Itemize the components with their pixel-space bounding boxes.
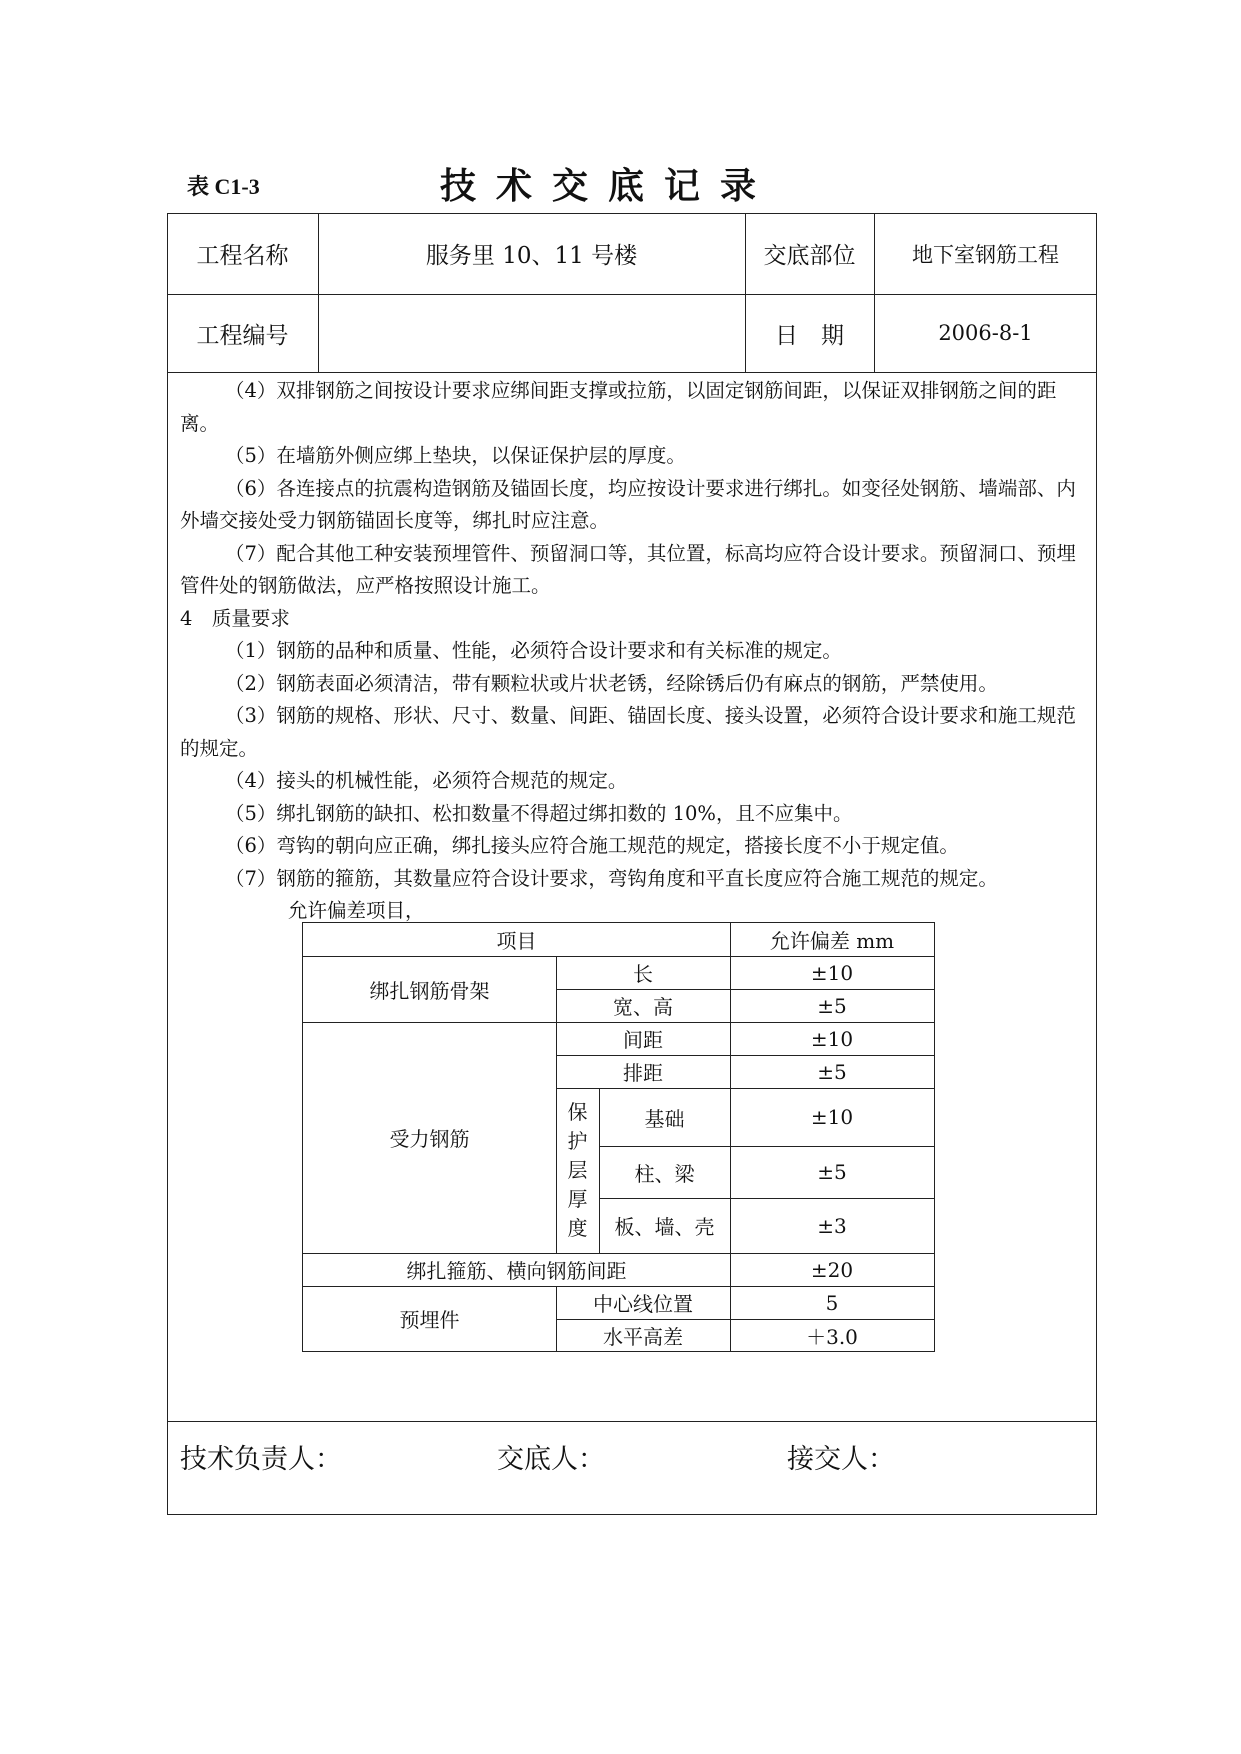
quality-item-2: （2）钢筋表面必须清洁，带有颗粒状或片状老锈，经除锈后仍有麻点的钢筋，严禁使用。 bbox=[225, 671, 998, 695]
binding-item-7: （7）配合其他工种安装预埋管件、预留洞口等，其位置，标高均应符合设计要求。预留洞口、预埋管件处的钢筋做法，应严格按照设计施工。 bbox=[180, 541, 1076, 597]
cover-char: 度 bbox=[567, 1216, 588, 1240]
tolerance-cover-column-beam: ±5 bbox=[817, 1160, 847, 1184]
deviation-table-intro: 允许偏差项目， bbox=[288, 899, 425, 922]
tolerance-width-height: ±5 bbox=[817, 993, 847, 1018]
disclosure-part-label: 交底部位 bbox=[763, 243, 856, 269]
quality-item-6: （6）弯钩的朝向应正确，绑扎接头应符合施工规范的规定，搭接长度不小于规定值。 bbox=[225, 834, 959, 857]
project-number-value bbox=[318, 294, 745, 372]
form-number: 表 C1-3 bbox=[187, 174, 260, 199]
quality-item-4: （4）接头的机械性能，必须符合规范的规定。 bbox=[225, 769, 628, 792]
tolerance-cover-slab-wall-shell: ±3 bbox=[817, 1213, 847, 1238]
project-name-label: 工程名称 bbox=[196, 243, 289, 269]
section-heading: 4 质量要求 bbox=[180, 606, 290, 630]
tolerance-spacing: ±10 bbox=[810, 1026, 854, 1051]
project-name-value: 服务里 10、11 号楼 bbox=[425, 243, 638, 269]
item-level-difference: 水平高差 bbox=[603, 1324, 683, 1349]
tolerance-level-difference: ＋3.0 bbox=[806, 1324, 858, 1349]
item-stirrup-spacing: 绑扎箍筋、横向钢筋间距 bbox=[406, 1259, 627, 1283]
disclosure-content bbox=[180, 375, 1085, 928]
header-item: 项目 bbox=[496, 929, 537, 953]
item-width-height: 宽、高 bbox=[613, 995, 673, 1019]
tolerance-length: ±10 bbox=[810, 960, 854, 985]
signature-receiver: 接交人： bbox=[787, 1444, 895, 1475]
quality-item-3: （3）钢筋的规格、形状、尺寸、数量、间距、锚固长度、接头设置，必须符合设计要求和施工规范的规定。 bbox=[180, 704, 1076, 760]
cover-char: 护 bbox=[567, 1129, 588, 1153]
tolerance-cover-foundation: ±10 bbox=[810, 1105, 854, 1129]
item-row-spacing: 排距 bbox=[623, 1061, 663, 1085]
date-value: 2006-8-1 bbox=[938, 321, 1033, 345]
item-length: 长 bbox=[633, 962, 653, 986]
tolerance-center-position: 5 bbox=[825, 1290, 839, 1315]
group-embedded-parts: 预埋件 bbox=[399, 1308, 460, 1332]
cover-slab-wall-shell: 板、墙、壳 bbox=[614, 1215, 715, 1239]
grid-line bbox=[167, 1421, 1097, 1422]
binding-item-6: （6）各连接点的抗震构造钢筋及锚固长度，均应按设计要求进行绑扎。如变径处钢筋、墙端部、内外墙交接处受力钢筋锚固长度等，绑扎时应注意。 bbox=[180, 476, 1076, 532]
group-binding-cage: 绑扎钢筋骨架 bbox=[369, 978, 490, 1003]
cover-char: 厚 bbox=[567, 1187, 588, 1211]
tolerance-stirrup-spacing: ±20 bbox=[810, 1257, 854, 1282]
cover-foundation: 基础 bbox=[644, 1106, 685, 1131]
cover-char: 保 bbox=[567, 1100, 588, 1124]
header-tolerance: 允许偏差 mm bbox=[769, 929, 895, 953]
grid-line bbox=[167, 372, 1097, 373]
binding-item-5: （5）在墙筋外侧应绑上垫块，以保证保护层的厚度。 bbox=[225, 444, 686, 467]
item-center-position: 中心线位置 bbox=[593, 1292, 693, 1316]
deviation-table bbox=[302, 922, 935, 1352]
disclosure-part-value: 地下室钢筋工程 bbox=[912, 242, 1059, 267]
cover-char: 层 bbox=[567, 1158, 588, 1182]
item-spacing: 间距 bbox=[623, 1028, 663, 1052]
quality-item-1: （1）钢筋的品种和质量、性能，必须符合设计要求和有关标准的规定。 bbox=[225, 639, 842, 662]
tolerance-row-spacing: ±5 bbox=[817, 1059, 847, 1084]
document-title: 技术交底记录 bbox=[440, 165, 777, 207]
quality-item-5: （5）绑扎钢筋的缺扣、松扣数量不得超过绑扣数的 10%，且不应集中。 bbox=[225, 801, 853, 825]
date-label: 日 期 bbox=[775, 322, 844, 349]
signature-discloser: 交底人： bbox=[497, 1444, 605, 1475]
binding-item-4: （4）双排钢筋之间按设计要求应绑间距支撑或拉筋，以固定钢筋间距，以保证双排钢筋之间的距离。 bbox=[180, 379, 1057, 435]
cover-column-beam: 柱、梁 bbox=[634, 1161, 695, 1186]
group-stressed-rebar: 受力钢筋 bbox=[389, 1127, 470, 1151]
cover-thickness-label bbox=[556, 1088, 599, 1253]
project-number-label: 工程编号 bbox=[196, 322, 289, 349]
quality-item-7: （7）钢筋的箍筋，其数量应符合设计要求，弯钩角度和平直长度应符合施工规范的规定。 bbox=[225, 866, 998, 890]
signature-tech-lead: 技术负责人： bbox=[180, 1444, 342, 1475]
